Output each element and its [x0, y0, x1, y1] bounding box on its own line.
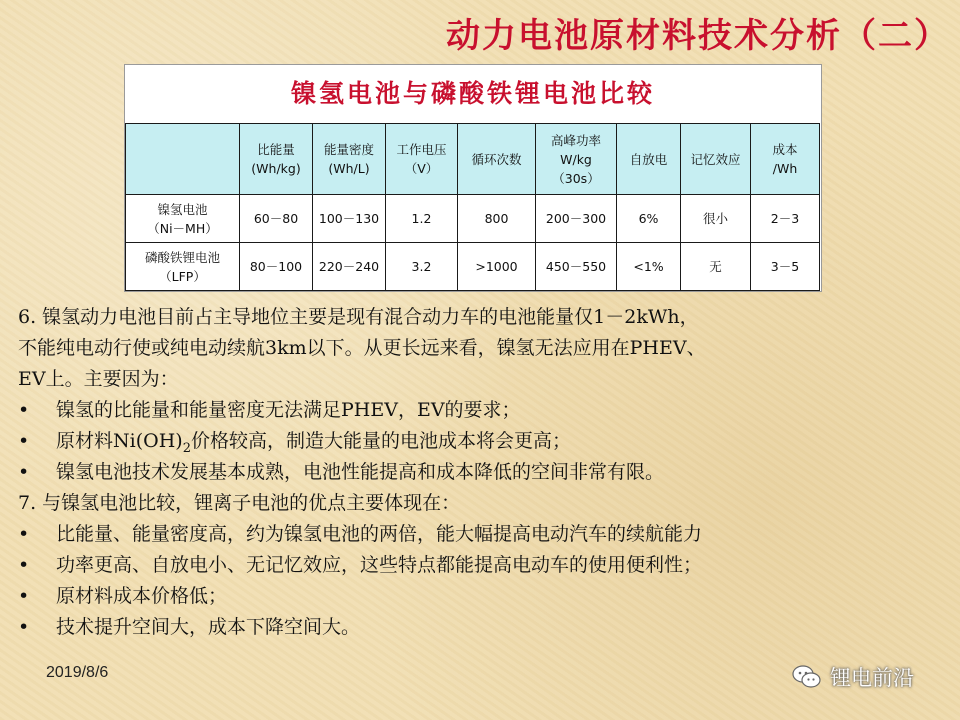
row-name-text: 磷酸铁锂电池 — [144, 249, 220, 265]
brand-watermark — [792, 662, 914, 692]
body-text — [18, 302, 958, 643]
table-header-cell — [536, 124, 617, 195]
table-cell: 60－80 — [240, 195, 313, 243]
bullet-text: 镍氢电池技术发展基本成熟，电池性能提高和成本降低的空间非常有限。 — [56, 461, 665, 483]
table-cell: 800 — [458, 195, 536, 243]
header-text: （V） — [404, 161, 439, 176]
brand-label: 锂电前沿 — [830, 666, 914, 690]
table-header-cell — [751, 124, 820, 195]
point-6-line-3: EV上。主要因为： — [18, 368, 179, 390]
point-6-line-2: 不能纯电动行使或纯电动续航3km以下。从更长远来看，镍氢无法应用在PHEV、 — [18, 337, 706, 359]
table-cell: 6% — [617, 195, 681, 243]
header-text: 成本 — [772, 142, 798, 157]
table-cell: 无 — [681, 243, 751, 291]
bullet-text: 技术提升空间大，成本下降空间大。 — [56, 616, 361, 638]
bullet-text: 镍氢的比能量和能量密度无法满足PHEV，EV的要求； — [56, 399, 521, 421]
table-heading: 镍氢电池与磷酸铁锂电池比较 — [290, 79, 655, 108]
bullet-item — [18, 581, 958, 612]
header-text: (Wh/kg) — [251, 161, 301, 176]
bullet-mark: • — [18, 399, 30, 421]
table-cell: 2－3 — [751, 195, 820, 243]
bullet-item — [18, 426, 958, 457]
table-cell: 450－550 — [536, 243, 617, 291]
bullet-text-pre: 原材料Ni(OH) — [56, 430, 183, 452]
table-row — [126, 195, 820, 243]
table-corner-cell — [126, 124, 240, 195]
slide-title: 动力电池原材料技术分析（二） — [446, 16, 950, 56]
comparison-table — [125, 123, 820, 291]
table-header-cell — [313, 124, 386, 195]
row-name-text: （Ni－MH） — [147, 220, 218, 236]
subscript-two: 2 — [182, 440, 191, 456]
comparison-table-panel — [124, 64, 822, 292]
table-cell: 80－100 — [240, 243, 313, 291]
header-text: 记忆效应 — [690, 151, 741, 167]
table-cell: >1000 — [458, 243, 536, 291]
bullet-mark: • — [18, 585, 30, 607]
header-text: 循环次数 — [471, 151, 522, 167]
bullet-item — [18, 550, 958, 581]
bullet-item — [18, 395, 958, 426]
table-header-cell — [617, 124, 681, 195]
header-text: 能量密度 — [323, 142, 374, 157]
row-name-cell — [126, 243, 240, 291]
row-name-cell — [126, 195, 240, 243]
table-cell: 100－130 — [313, 195, 386, 243]
bullet-item — [18, 612, 958, 643]
row-name-text: 镍氢电池 — [157, 201, 208, 217]
header-text: （30s） — [552, 170, 600, 186]
wechat-icon — [792, 664, 822, 690]
table-header-cell — [386, 124, 458, 195]
table-cell: 3.2 — [386, 243, 458, 291]
table-header-cell — [240, 124, 313, 195]
bullet-text: 比能量、能量密度高，约为镍氢电池的两倍，能大幅提高电动汽车的续航能力 — [56, 523, 703, 545]
bullet-item — [18, 457, 958, 488]
bullet-mark: • — [18, 523, 30, 545]
table-cell: 很小 — [681, 195, 751, 243]
bullet-mark: • — [18, 616, 30, 638]
header-text: 自放电 — [629, 151, 668, 167]
table-cell: 1.2 — [386, 195, 458, 243]
table-cell: 200－300 — [536, 195, 617, 243]
header-text: W/kg — [560, 151, 592, 167]
bullet-mark: • — [18, 461, 30, 483]
header-text: /Wh — [772, 161, 798, 176]
bullet-mark: • — [18, 430, 30, 452]
header-text: 比能量 — [257, 142, 295, 157]
point-7-line: 7. 与镍氢电池比较，锂离子电池的优点主要体现在： — [18, 492, 461, 514]
point-6-line-1: 6. 镍氢动力电池目前占主导地位主要是现有混合动力车的电池能量仅1－2kWh， — [18, 306, 699, 328]
bullet-item — [18, 519, 958, 550]
table-cell: 3－5 — [751, 243, 820, 291]
table-cell: <1% — [617, 243, 681, 291]
bullet-text: 功率更高、自放电小、无记忆效应，这些特点都能提高电动车的使用便利性； — [56, 554, 703, 576]
table-header-cell — [681, 124, 751, 195]
row-name-text: （LFP） — [159, 268, 206, 284]
table-header-cell — [458, 124, 536, 195]
header-text: (Wh/L) — [328, 161, 370, 176]
header-text: 工作电压 — [396, 142, 447, 157]
bullet-mark: • — [18, 554, 30, 576]
table-row — [126, 243, 820, 291]
table-cell: 220－240 — [313, 243, 386, 291]
bullet-text: 原材料成本价格低； — [56, 585, 228, 607]
bullet-text-post: 价格较高，制造大能量的电池成本将会更高； — [190, 430, 571, 452]
header-text: 高峰功率 — [550, 132, 601, 148]
slide-date: 2019/8/6 — [46, 664, 109, 681]
table-header-row — [126, 124, 820, 195]
